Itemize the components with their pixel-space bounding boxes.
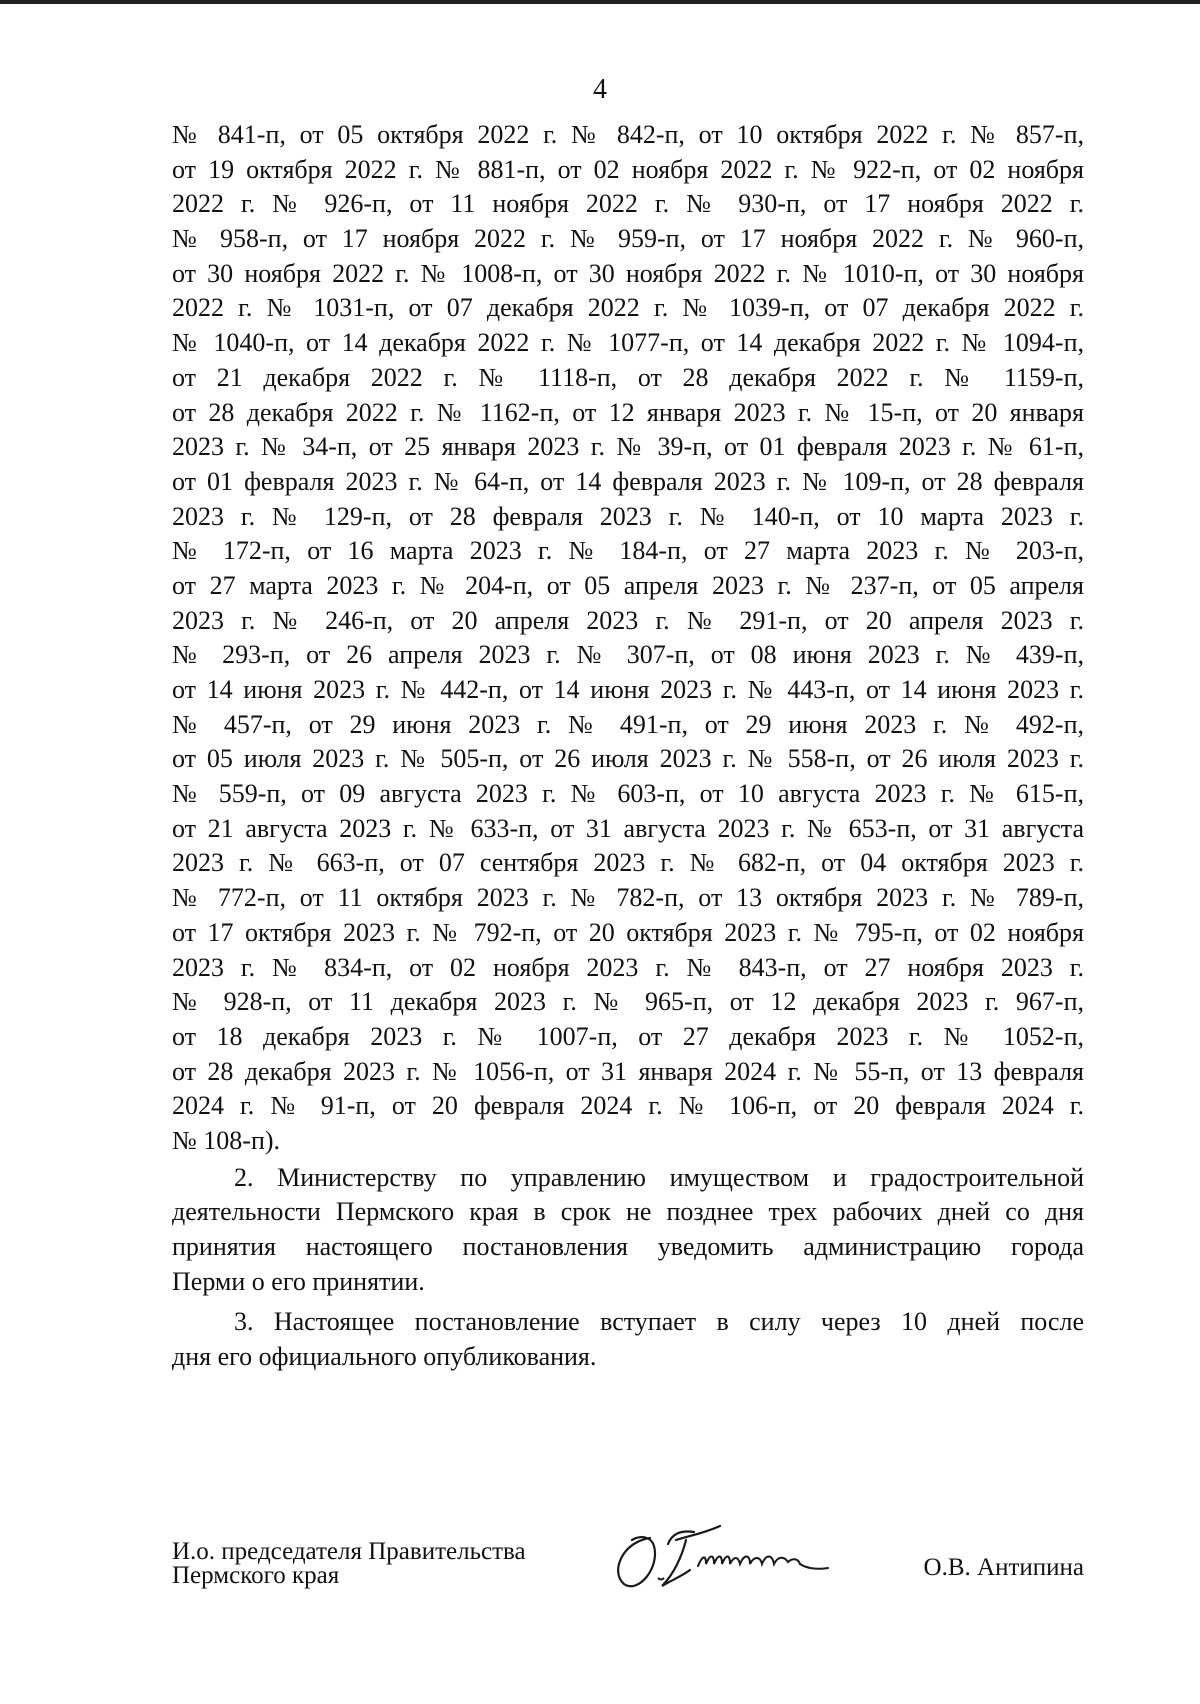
text-line: от 30 ноября 2022 г. № 1008-п, от 30 ноября 2022 г. № 1010-п, от 30 ноября — [172, 258, 1084, 288]
paragraph-1 — [172, 118, 1084, 1159]
text-line: № 958-п, от 17 ноября 2022 г. № 959-п, от 17 ноября 2022 г. № 960-п, — [172, 224, 1084, 254]
signatory-title-line-1: И.о. председателя Правительства — [172, 1538, 526, 1565]
text-line: № 559-п, от 09 августа 2023 г. № 603-п, от 10 августа 2023 г. № 615-п, — [172, 779, 1084, 809]
text-line: 2. Министерству по управлению имуществом и градостроительной — [234, 1162, 1084, 1192]
scan-top-edge — [0, 0, 1200, 4]
text-line: № 928-п, от 11 декабря 2023 г. № 965-п, от 12 декабря 2023 г. 967-п, — [172, 987, 1084, 1017]
text-line: № 841-п, от 05 октября 2022 г. № 842-п, от 10 октября 2022 г. № 857-п, — [172, 120, 1084, 149]
text-line: № 108-п). — [172, 1125, 281, 1155]
text-line: от 14 июня 2023 г. № 442-п, от 14 июня 2023 г. № 443-п, от 14 июня 2023 г. — [172, 675, 1084, 704]
text-line: № 772-п, от 11 октября 2023 г. № 782-п, от 13 октября 2023 г. № 789-п, — [172, 883, 1084, 913]
text-line: № 457-п, от 29 июня 2023 г. № 491-п, от 29 июня 2023 г. № 492-п, — [172, 709, 1084, 739]
page-number: 4 — [593, 74, 607, 105]
text-line: 2022 г. № 1031-п, от 07 декабря 2022 г. № 1039-п, от 07 декабря 2022 г. — [172, 293, 1084, 323]
handwritten-signature-icon — [602, 1520, 902, 1600]
paragraph-3 — [172, 1305, 1084, 1374]
text-line: 2023 г. № 129-п, от 28 февраля 2023 г. № 140-п, от 10 марта 2023 г. — [172, 501, 1084, 531]
text-line: от 28 декабря 2022 г. № 1162-п, от 12 января 2023 г. № 15-п, от 20 января — [172, 397, 1084, 427]
text-line: 3. Настоящее постановление вступает в силу через 10 дней после — [234, 1307, 1084, 1337]
text-line: 2023 г. № 34-п, от 25 января 2023 г. № 39-п, от 01 февраля 2023 г. № 61-п, — [172, 432, 1084, 462]
text-line: от 17 октября 2023 г. № 792-п, от 20 октября 2023 г. № 795-п, от 02 ноября — [172, 917, 1084, 947]
text-line: 2023 г. № 663-п, от 07 сентября 2023 г. № 682-п, от 04 октября 2023 г. — [172, 848, 1084, 878]
text-line: от 05 июля 2023 г. № 505-п, от 26 июля 2023 г. № 558-п, от 26 июля 2023 г. — [172, 744, 1084, 774]
signatory-name: О.В. Антипина — [923, 1554, 1084, 1581]
text-line: от 27 марта 2023 г. № 204-п, от 05 апреля 2023 г. № 237-п, от 05 апреля — [172, 570, 1084, 600]
text-line: от 01 февраля 2023 г. № 64-п, от 14 февраля 2023 г. № 109-п, от 28 февраля — [172, 466, 1084, 496]
text-line: дня его официального опубликования. — [172, 1342, 597, 1372]
text-line: Перми о его принятии. — [172, 1266, 425, 1296]
text-line: от 21 августа 2023 г. № 633-п, от 31 августа 2023 г. № 653-п, от 31 августа — [172, 813, 1084, 843]
text-line: принятия настоящего постановления уведомить администрацию города — [172, 1232, 1084, 1261]
document-body — [172, 118, 1084, 1375]
signature-block — [172, 1534, 1084, 1614]
signatory-title-line-2: Пермского края — [172, 1562, 340, 1589]
text-line: 2023 г. № 834-п, от 02 ноября 2023 г. № 843-п, от 27 ноября 2023 г. — [172, 952, 1084, 982]
text-line: от 19 октября 2022 г. № 881-п, от 02 ноября 2022 г. № 922-п, от 02 ноября — [172, 154, 1084, 184]
text-line: 2022 г. № 926-п, от 11 ноября 2022 г. № 930-п, от 17 ноября 2022 г. — [172, 189, 1084, 219]
text-line: от 21 декабря 2022 г. № 1118-п, от 28 декабря 2022 г. № 1159-п, — [172, 362, 1084, 392]
signatory-title — [172, 1540, 526, 1588]
text-line: № 172-п, от 16 марта 2023 г. № 184-п, от 27 марта 2023 г. № 203-п, — [172, 536, 1084, 566]
text-line: деятельности Пермского края в срок не позднее трех рабочих дней со дня — [172, 1197, 1084, 1227]
paragraph-2 — [172, 1161, 1084, 1300]
text-line: № 293-п, от 26 апреля 2023 г. № 307-п, от 08 июня 2023 г. № 439-п, — [172, 640, 1084, 670]
text-line: № 1040-п, от 14 декабря 2022 г. № 1077-п, от 14 декабря 2022 г. № 1094-п, — [172, 328, 1084, 358]
text-line: 2023 г. № 246-п, от 20 апреля 2023 г. № 291-п, от 20 апреля 2023 г. — [172, 605, 1084, 635]
text-line: от 28 декабря 2023 г. № 1056-п, от 31 января 2024 г. № 55-п, от 13 февраля — [172, 1056, 1084, 1086]
text-line: от 18 декабря 2023 г. № 1007-п, от 27 декабря 2023 г. № 1052-п, — [172, 1021, 1084, 1051]
text-line: 2024 г. № 91-п, от 20 февраля 2024 г. № 106-п, от 20 февраля 2024 г. — [172, 1091, 1084, 1121]
